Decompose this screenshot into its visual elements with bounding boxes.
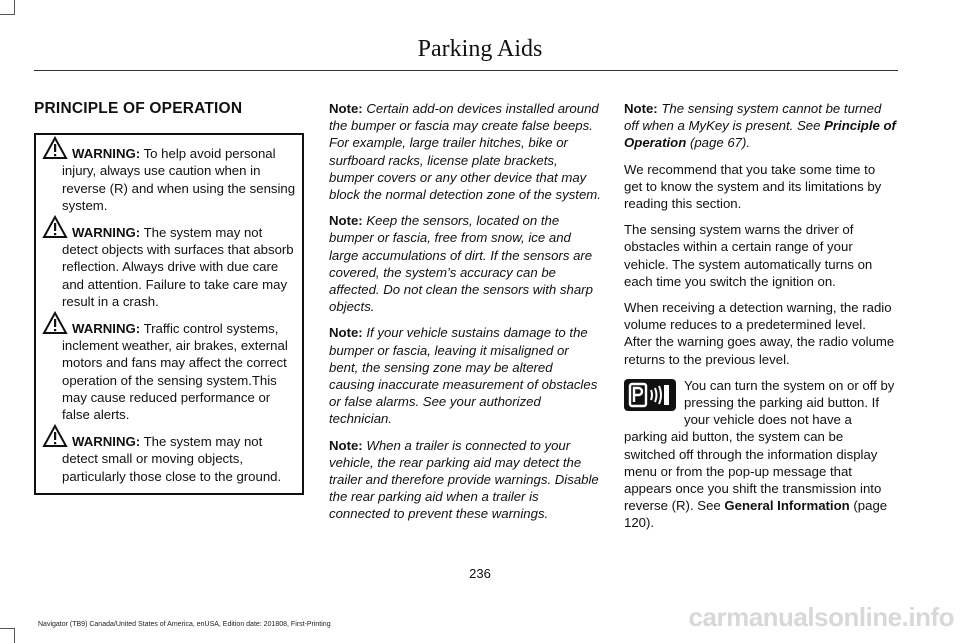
warning-text: To help avoid personal injury, always use caution when in reverse (R) and when using the sensing system. [62,146,296,213]
section-title: PRINCIPLE OF OPERATION [34,100,243,117]
note-paragraph [624,100,896,152]
crop-mark-bottom-left [0,628,15,643]
warning-label: WARNING: [72,146,141,162]
warning-item [40,224,298,310]
warning-item [40,145,298,214]
warning-triangle-icon [42,136,68,160]
note-paragraph [329,212,601,315]
body-text: You can turn the system on or off by pressing the parking aid button. If your vehicle does not have a parking aid button, the system can be switched off through the information display menu or from the pop-up message that appears once you shift the transmission into reverse (R). See [624,377,895,514]
note-text: When a trailer is connected to your vehicle, the rear parking aid may detect the trailer and therefore provide warnings. Disable the rear parking aid when a trailer is connected to prevent these warnings. [329,437,599,522]
page-reference: (page 67). [689,135,751,151]
body-paragraph: We recommend that you take some time to get to know the system and its limitations by reading this section. [624,161,882,212]
note-paragraph [329,324,601,427]
note-paragraph [329,100,601,203]
body-paragraph-with-icon [624,377,896,532]
watermark: carmanualsonline.info [688,602,954,632]
warning-text: The system may not detect objects with surfaces that absorb reflection. Always drive with due care and attention. Failure to take care may result in a crash. [62,225,294,309]
warning-triangle-icon [42,311,68,335]
column-right [624,100,896,541]
note-label: Note: [624,101,658,116]
cross-reference-link[interactable]: General Information [724,498,850,514]
note-text: If your vehicle sustains damage to the bumper or fascia, leaving it misaligned or bent, the sensing zone may be altered causing inaccurate measurement of obstacles or false alarms. See your authorized technician. [329,325,598,427]
note-paragraph [329,437,601,523]
column-left [34,100,304,495]
footer-edition-info: Navigator (TB9) Canada/United States of America, enUSA, Edition date: 201808, First-Printing [38,621,331,628]
note-text: Keep the sensors, located on the bumper or fascia, free from snow, ice and large accumulations of dirt. If the sensors are covered, the system’s accuracy can be affected. Do not clean the sensors with sharp objects. [329,213,593,315]
note-text: The sensing system cannot be turned off when a MyKey is present. See [624,101,882,134]
parking-aid-button-icon [624,379,676,411]
warning-label: WARNING: [72,434,141,450]
warning-triangle-icon [42,424,68,448]
warning-text: Traffic control systems, inclement weather, air brakes, external motors and fans may affect the correct operation of the sensing system.This may cause reduced performance or false alerts. [62,321,288,423]
note-label: Note: [329,213,363,229]
note-text: Certain add-on devices installed around the bumper or fascia may create false beeps. For example, large trailer hitches, bike or surfboard racks, license plate brackets, bumper covers or any other device that may block the normal detection zone of the system. [329,101,601,203]
warning-box [34,133,304,495]
warning-item [40,320,298,423]
warning-label: WARNING: [72,225,141,241]
warning-text: The system may not detect small or moving objects, particularly those close to the ground. [62,434,282,484]
column-middle [329,100,601,532]
cross-reference-link[interactable]: Principle of Operation [624,118,896,151]
note-label: Note: [329,437,363,453]
crop-mark-top-left [0,0,15,15]
page-number: 236 [469,566,491,581]
body-paragraph: The sensing system warns the driver of obstacles within a certain range of your vehicle. The system automatically turns on each time you switch the ignition on. [624,222,873,289]
warning-label: WARNING: [72,321,141,337]
page-header-title: Parking Aids [417,36,543,62]
note-label: Note: [329,325,363,341]
note-label: Note: [329,101,363,116]
warning-triangle-icon [42,215,68,239]
header-divider [34,70,898,71]
page-reference: (page 120). [624,498,888,531]
body-paragraph: When receiving a detection warning, the radio volume reduces to a predetermined level. After the warning goes away, the radio volume returns to the previous level. [624,300,895,367]
warning-item [40,433,298,485]
